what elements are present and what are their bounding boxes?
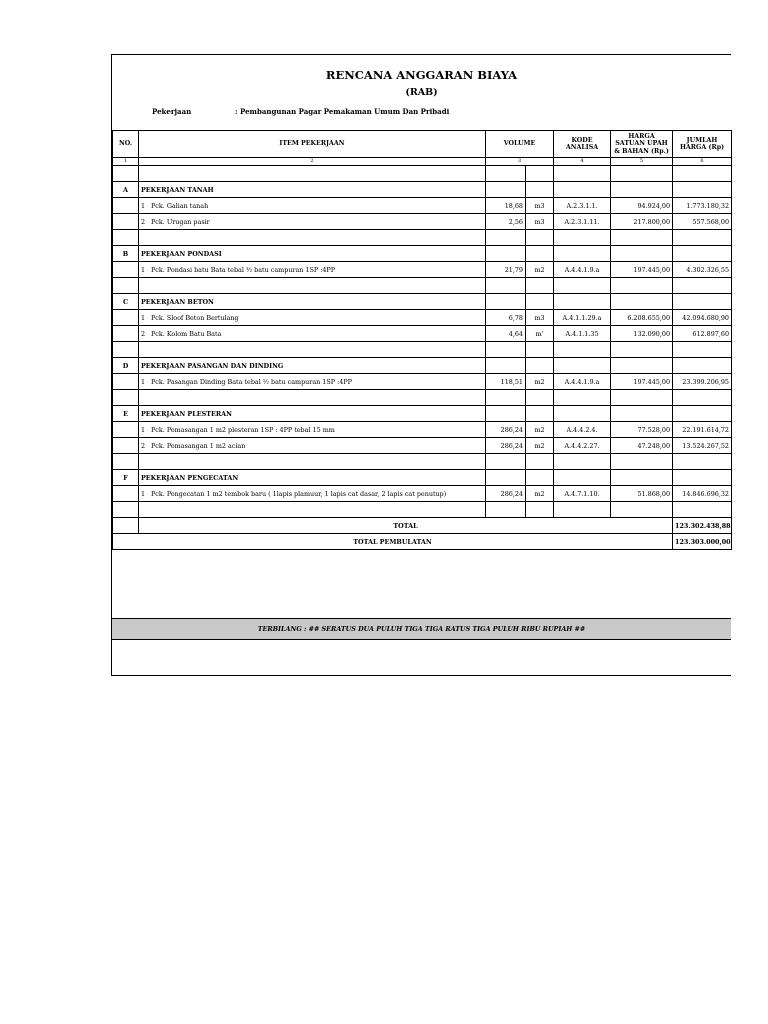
item-description: [139, 374, 486, 390]
blank-row: [113, 454, 732, 470]
blank-row: [113, 278, 732, 294]
item-description: [139, 326, 486, 342]
item-unit: m3: [526, 214, 554, 230]
empty-cell: [611, 230, 673, 246]
section-code: E: [113, 406, 139, 422]
section-name: PEKERJAAN PASANGAN DAN DINDING: [139, 358, 486, 374]
item-harga: 6.208.655,00: [611, 310, 673, 326]
empty-cell: [486, 470, 526, 486]
section-code: B: [113, 246, 139, 262]
section-code: D: [113, 358, 139, 374]
item-harga: 47.248,00: [611, 438, 673, 454]
item-volume: 6,78: [486, 310, 526, 326]
table-row: [113, 310, 732, 326]
rab-sheet: [111, 54, 731, 676]
item-volume: 286,24: [486, 486, 526, 502]
item-description: [139, 214, 486, 230]
blank-row: [113, 502, 732, 518]
empty-cell: [139, 390, 486, 406]
section-row: [113, 406, 732, 422]
section-row: [113, 470, 732, 486]
empty-cell: [113, 390, 139, 406]
section-row: [113, 246, 732, 262]
empty-cell: [526, 230, 554, 246]
empty-cell: [486, 246, 526, 262]
empty-cell: [139, 278, 486, 294]
pembulatan-label: TOTAL PEMBULATAN: [113, 534, 673, 550]
item-unit: m2: [526, 422, 554, 438]
empty-cell: [113, 198, 139, 214]
item-jumlah: 14.846.696,32: [673, 486, 732, 502]
empty-cell: [611, 406, 673, 422]
table-row: [113, 198, 732, 214]
empty-cell: [486, 166, 526, 182]
header-volume: VOLUME: [486, 131, 554, 158]
table-row: [113, 422, 732, 438]
section-name: PEKERJAAN PLESTERAN: [139, 406, 486, 422]
job-value: : Pembangunan Pagar Pemakaman Umum Dan Pribadi: [235, 107, 450, 116]
empty-cell: [526, 166, 554, 182]
item-kode: A.4.4.1.9.a: [554, 374, 611, 390]
empty-cell: [673, 454, 732, 470]
item-description: [139, 422, 486, 438]
empty-cell: [673, 358, 732, 374]
item-text: Pck. Urugan pasir: [151, 217, 210, 226]
item-unit: m3: [526, 310, 554, 326]
empty-cell: [673, 246, 732, 262]
total-value: 123.302.438,88: [673, 518, 732, 534]
item-unit: m2: [526, 438, 554, 454]
empty-cell: [554, 470, 611, 486]
item-volume: 4,64: [486, 326, 526, 342]
col-number: 4: [554, 158, 611, 166]
section-row: [113, 182, 732, 198]
empty-cell: [554, 406, 611, 422]
empty-cell: [673, 470, 732, 486]
item-text: Pck. Pondasi batu Bata tebal ½ batu campuran 1SP :4PP: [151, 265, 336, 274]
document-title: RENCANA ANGGARAN BIAYA: [325, 68, 518, 82]
item-text: Pck. Pemasangan 1 m2 plesteran 1SP : 4PP tebal 15 mm: [151, 425, 335, 434]
item-kode: A.4.4.2.27.: [554, 438, 611, 454]
empty-cell: [526, 406, 554, 422]
item-number: 1: [141, 489, 146, 498]
empty-cell: [139, 230, 486, 246]
total-label: TOTAL: [139, 518, 673, 534]
section-code: F: [113, 470, 139, 486]
rab-table: [112, 130, 732, 550]
pembulatan-value: 123.303.000,00: [673, 534, 732, 550]
empty-cell: [486, 454, 526, 470]
item-jumlah: 22.191.614,72: [673, 422, 732, 438]
empty-cell: [526, 390, 554, 406]
terbilang-bar: TERBILANG : ## SERATUS DUA PULUH TIGA TIGA RATUS TIGA PULUH RIBU RUPIAH ##: [112, 618, 731, 640]
empty-cell: [113, 326, 139, 342]
blank-row: [113, 342, 732, 358]
col-number: 5: [611, 158, 673, 166]
header-no: NO.: [113, 131, 139, 158]
col-number: 1: [113, 158, 139, 166]
item-text: Pck. Pasangan Dinding Bata tebal ½ batu campuran 1SP :4PP: [151, 377, 352, 386]
item-unit: m': [526, 326, 554, 342]
item-number: 1: [141, 425, 146, 434]
empty-cell: [139, 166, 486, 182]
item-volume: 286,24: [486, 422, 526, 438]
item-unit: m2: [526, 262, 554, 278]
item-volume: 2,56: [486, 214, 526, 230]
header-jumlah: JUMLAH HARGA (Rp): [673, 131, 732, 158]
document-subtitle: (RAB): [405, 87, 438, 98]
empty-cell: [611, 294, 673, 310]
item-harga: 77.528,00: [611, 422, 673, 438]
item-jumlah: 4.302.326,55: [673, 262, 732, 278]
item-jumlah: 1.773.180,32: [673, 198, 732, 214]
empty-cell: [526, 502, 554, 518]
section-name: PEKERJAAN BETON: [139, 294, 486, 310]
header-kode: KODE ANALISA: [554, 131, 611, 158]
empty-cell: [526, 294, 554, 310]
section-row: [113, 294, 732, 310]
item-kode: A.4.1.1.29.a: [554, 310, 611, 326]
item-description: [139, 198, 486, 214]
empty-cell: [611, 278, 673, 294]
empty-cell: [113, 422, 139, 438]
empty-cell: [611, 470, 673, 486]
empty-cell: [486, 390, 526, 406]
table-row: [113, 438, 732, 454]
col-number: 3: [486, 158, 554, 166]
empty-cell: [554, 502, 611, 518]
item-number: 1: [141, 313, 146, 322]
empty-cell: [611, 358, 673, 374]
item-text: Pck. Galian tanah: [151, 201, 209, 210]
item-harga: 94.924,00: [611, 198, 673, 214]
empty-cell: [554, 182, 611, 198]
item-jumlah: 13.524.267,52: [673, 438, 732, 454]
empty-cell: [554, 166, 611, 182]
item-jumlah: 612.897,60: [673, 326, 732, 342]
item-number: 1: [141, 265, 146, 274]
item-harga: 132.090,00: [611, 326, 673, 342]
section-code: A: [113, 182, 139, 198]
empty-cell: [526, 182, 554, 198]
job-label: Pekerjaan: [152, 107, 192, 116]
header-item: ITEM PEKERJAAN: [139, 131, 486, 158]
item-unit: m3: [526, 198, 554, 214]
empty-cell: [611, 454, 673, 470]
item-jumlah: 42.094.680,90: [673, 310, 732, 326]
item-volume: 21,79: [486, 262, 526, 278]
blank-row: [113, 230, 732, 246]
empty-cell: [113, 374, 139, 390]
item-kode: A.2.3.1.11.: [554, 214, 611, 230]
item-text: Pck. Pemasangan 1 m2 acian: [151, 441, 246, 450]
empty-cell: [554, 246, 611, 262]
empty-cell: [673, 278, 732, 294]
empty-cell: [526, 358, 554, 374]
section-name: PEKERJAAN PONDASI: [139, 246, 486, 262]
col-number: 6: [673, 158, 732, 166]
item-unit: m2: [526, 486, 554, 502]
column-number-row: [113, 158, 732, 166]
empty-cell: [673, 182, 732, 198]
empty-cell: [113, 486, 139, 502]
empty-cell: [526, 454, 554, 470]
empty-cell: [139, 502, 486, 518]
item-kode: A.2.3.1.1.: [554, 198, 611, 214]
empty-cell: [526, 246, 554, 262]
empty-cell: [113, 166, 139, 182]
table-row: [113, 214, 732, 230]
empty-cell: [554, 358, 611, 374]
empty-cell: [526, 342, 554, 358]
empty-cell: [611, 166, 673, 182]
item-number: 2: [141, 329, 146, 338]
empty-cell: [113, 518, 139, 534]
empty-cell: [486, 230, 526, 246]
item-kode: A.4.1.1.35: [554, 326, 611, 342]
empty-cell: [673, 230, 732, 246]
empty-cell: [554, 454, 611, 470]
table-row: [113, 326, 732, 342]
item-text: Pck. Kolom Batu Bata: [151, 329, 222, 338]
item-description: [139, 262, 486, 278]
item-kode: A.4.7.1.10.: [554, 486, 611, 502]
section-row: [113, 358, 732, 374]
section-name: PEKERJAAN PENGECATAN: [139, 470, 486, 486]
empty-cell: [673, 166, 732, 182]
empty-cell: [139, 454, 486, 470]
empty-cell: [526, 470, 554, 486]
table-header-row: [113, 131, 732, 158]
item-jumlah: 23.399.206,95: [673, 374, 732, 390]
item-unit: m2: [526, 374, 554, 390]
empty-cell: [673, 294, 732, 310]
empty-cell: [113, 262, 139, 278]
col-number: 2: [139, 158, 486, 166]
empty-cell: [611, 182, 673, 198]
empty-cell: [673, 406, 732, 422]
empty-cell: [139, 342, 486, 358]
empty-cell: [113, 502, 139, 518]
section-code: C: [113, 294, 139, 310]
item-description: [139, 310, 486, 326]
empty-cell: [611, 246, 673, 262]
empty-cell: [113, 230, 139, 246]
empty-cell: [113, 310, 139, 326]
item-number: 2: [141, 217, 146, 226]
table-row: [113, 374, 732, 390]
empty-cell: [486, 358, 526, 374]
empty-cell: [486, 342, 526, 358]
item-harga: 197.445,00: [611, 262, 673, 278]
item-number: 2: [141, 441, 146, 450]
empty-cell: [673, 502, 732, 518]
item-volume: 18,68: [486, 198, 526, 214]
empty-cell: [611, 502, 673, 518]
empty-cell: [113, 214, 139, 230]
item-volume: 286,24: [486, 438, 526, 454]
item-volume: 118,51: [486, 374, 526, 390]
empty-cell: [554, 390, 611, 406]
empty-cell: [486, 182, 526, 198]
empty-cell: [673, 342, 732, 358]
item-jumlah: 557.568,00: [673, 214, 732, 230]
empty-cell: [526, 278, 554, 294]
item-harga: 197.445,00: [611, 374, 673, 390]
item-number: 1: [141, 201, 146, 210]
item-text: Pck. Pengecatan 1 m2 tembok baru ( 1lapis plamuur, 1 lapis cat dasar, 2 lapis cat penutup): [151, 489, 447, 498]
empty-cell: [113, 454, 139, 470]
item-harga: 217.800,00: [611, 214, 673, 230]
header-harga-satuan: HARGA SATUAN UPAH & BAHAN (Rp.): [611, 131, 673, 158]
item-kode: A.4.4.1.9.a: [554, 262, 611, 278]
empty-cell: [554, 230, 611, 246]
table-row: [113, 486, 732, 502]
empty-cell: [113, 342, 139, 358]
item-kode: A.4.4.2.4.: [554, 422, 611, 438]
empty-cell: [486, 502, 526, 518]
empty-cell: [486, 294, 526, 310]
empty-cell: [554, 294, 611, 310]
empty-cell: [611, 342, 673, 358]
empty-cell: [486, 278, 526, 294]
item-description: [139, 486, 486, 502]
empty-cell: [554, 278, 611, 294]
total-row: [113, 518, 732, 534]
section-name: PEKERJAAN TANAH: [139, 182, 486, 198]
table-row: [113, 262, 732, 278]
empty-cell: [113, 278, 139, 294]
item-text: Pck. Sloof Beton Bertulang: [151, 313, 239, 322]
item-harga: 51.868,00: [611, 486, 673, 502]
item-number: 1: [141, 377, 146, 386]
item-description: [139, 438, 486, 454]
empty-cell: [113, 438, 139, 454]
pembulatan-row: [113, 534, 732, 550]
empty-cell: [486, 406, 526, 422]
blank-row: [113, 166, 732, 182]
empty-cell: [611, 390, 673, 406]
empty-cell: [554, 342, 611, 358]
empty-cell: [673, 390, 732, 406]
blank-row: [113, 390, 732, 406]
